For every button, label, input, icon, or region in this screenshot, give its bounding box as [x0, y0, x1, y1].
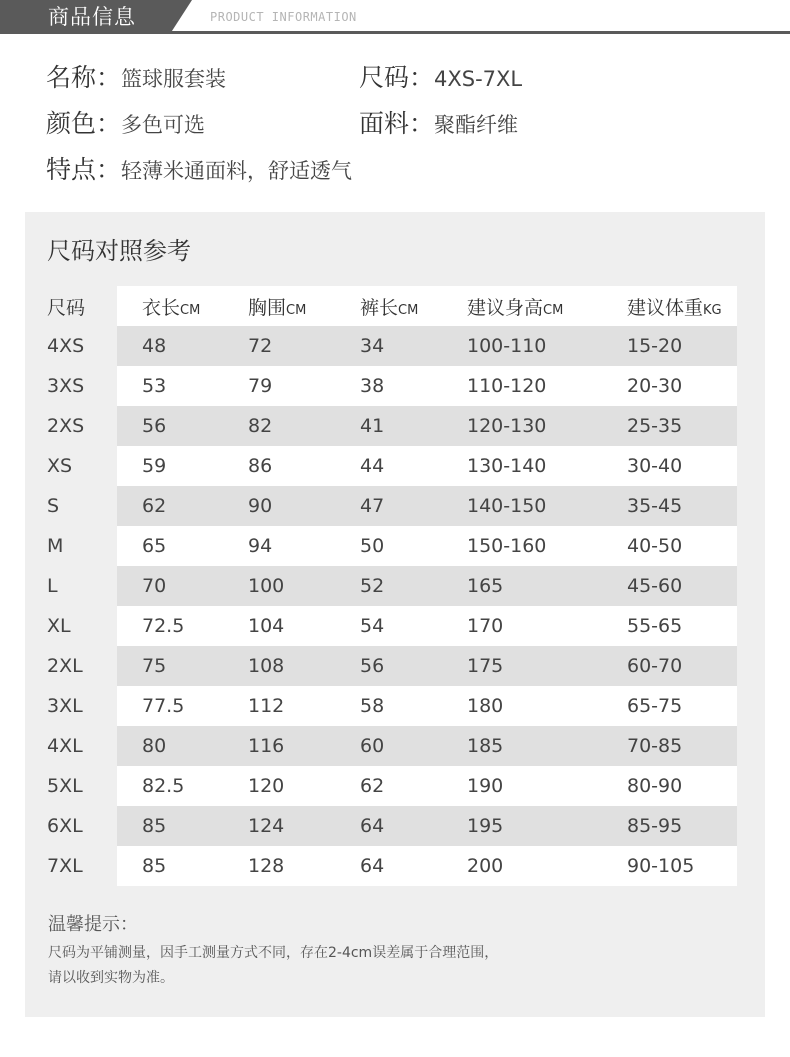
size-label-cell: 5XL [47, 775, 83, 797]
table-cell: 195 [467, 815, 504, 837]
product-size-label: 尺码： [359, 63, 435, 92]
table-cell: 60-70 [627, 655, 683, 677]
product-name-value: 篮球服套装 [121, 67, 227, 91]
table-cell: 180 [467, 695, 504, 717]
tips-line-1: 尺码为平铺测量，因手工测量方式不同，存在2-4cm误差属于合理范围， [48, 945, 499, 961]
table-cell: 60 [360, 735, 385, 757]
column-header-label: 胸围 [248, 297, 287, 319]
table-cell: 110-120 [467, 375, 547, 397]
size-label-cell: 3XS [47, 375, 85, 397]
table-cell: 34 [360, 335, 385, 357]
size-label-cell: 4XS [47, 335, 85, 357]
table-cell: 90-105 [627, 855, 695, 877]
table-row [25, 446, 765, 486]
table-cell: 25-35 [627, 415, 683, 437]
table-cell: 64 [360, 855, 385, 877]
column-header-unit: KG [703, 303, 722, 318]
table-cell: 48 [142, 335, 167, 357]
column-header-size: 尺码 [47, 297, 86, 319]
product-size-value: 4XS-7XL [434, 67, 523, 91]
table-cell: 165 [467, 575, 504, 597]
size-label-cell: S [47, 495, 60, 517]
table-row [25, 646, 765, 686]
table-row [25, 486, 765, 526]
table-cell: 62 [142, 495, 167, 517]
table-cell: 40-50 [627, 535, 683, 557]
column-header-label: 衣长 [142, 297, 181, 319]
table-cell: 108 [248, 655, 285, 677]
column-header-length [142, 293, 200, 326]
table-cell: 77.5 [142, 695, 185, 717]
size-label-cell: L [47, 575, 58, 597]
table-cell: 56 [360, 655, 385, 677]
table-cell: 62 [360, 775, 385, 797]
size-label-cell: 7XL [47, 855, 83, 877]
table-cell: 72.5 [142, 615, 185, 637]
column-header-unit: CM [180, 303, 201, 318]
column-header-height [467, 293, 563, 326]
column-header-unit: CM [398, 303, 419, 318]
table-cell: 175 [467, 655, 504, 677]
table-cell: 56 [142, 415, 167, 437]
product-feature-value: 轻薄米通面料，舒适透气 [121, 159, 353, 183]
table-cell: 124 [248, 815, 285, 837]
size-label-cell: 2XS [47, 415, 85, 437]
size-chart-panel [25, 212, 765, 1017]
product-size-row [359, 61, 522, 96]
column-header-label: 建议身高 [467, 297, 544, 319]
product-feature-label: 特点： [46, 155, 122, 184]
product-fabric-row [359, 107, 518, 142]
table-cell: 185 [467, 735, 504, 757]
column-header-unit: CM [286, 303, 307, 318]
table-cell: 116 [248, 735, 285, 757]
table-row [25, 566, 765, 606]
table-cell: 100-110 [467, 335, 547, 357]
size-chart-title: 尺码对照参考 [47, 237, 191, 265]
table-cell: 128 [248, 855, 285, 877]
column-header-label: 建议体重 [627, 297, 704, 319]
size-label-cell: M [47, 535, 64, 557]
table-cell: 80-90 [627, 775, 683, 797]
table-cell: 15-20 [627, 335, 683, 357]
table-cell: 53 [142, 375, 167, 397]
table-cell: 70 [142, 575, 167, 597]
size-label-cell: XS [47, 455, 73, 477]
table-cell: 79 [248, 375, 273, 397]
table-cell: 120 [248, 775, 285, 797]
section-header [0, 0, 790, 34]
table-cell: 140-150 [467, 495, 547, 517]
size-label-cell: 6XL [47, 815, 83, 837]
table-cell: 65-75 [627, 695, 683, 717]
table-cell: 90 [248, 495, 273, 517]
table-cell: 82.5 [142, 775, 185, 797]
table-cell: 170 [467, 615, 504, 637]
size-label-cell: XL [47, 615, 71, 637]
header-tab-slope [170, 0, 192, 34]
product-fabric-value: 聚酯纤维 [434, 113, 519, 137]
table-cell: 200 [467, 855, 504, 877]
column-header-label: 裤长 [360, 297, 399, 319]
table-row [25, 846, 765, 886]
size-label-cell: 3XL [47, 695, 83, 717]
table-cell: 80 [142, 735, 167, 757]
product-fabric-label: 面料： [359, 109, 435, 138]
table-cell: 41 [360, 415, 385, 437]
column-header-pants-length [360, 293, 418, 326]
table-row [25, 326, 765, 366]
table-cell: 35-45 [627, 495, 683, 517]
table-row [25, 766, 765, 806]
table-cell: 47 [360, 495, 385, 517]
size-label-cell: 4XL [47, 735, 83, 757]
table-cell: 44 [360, 455, 385, 477]
table-cell: 50 [360, 535, 385, 557]
table-cell: 85-95 [627, 815, 683, 837]
table-row [25, 606, 765, 646]
table-row [25, 526, 765, 566]
table-cell: 45-60 [627, 575, 683, 597]
table-row [25, 806, 765, 846]
table-cell: 58 [360, 695, 385, 717]
product-color-row [46, 107, 205, 142]
table-cell: 82 [248, 415, 273, 437]
table-row [25, 406, 765, 446]
table-cell: 150-160 [467, 535, 547, 557]
size-label-cell: 2XL [47, 655, 83, 677]
product-feature-row [46, 153, 352, 188]
product-color-label: 颜色： [46, 109, 122, 138]
tips-title: 温馨提示： [48, 914, 138, 935]
table-cell: 104 [248, 615, 285, 637]
table-cell: 20-30 [627, 375, 683, 397]
table-cell: 120-130 [467, 415, 547, 437]
table-cell: 72 [248, 335, 273, 357]
table-cell: 75 [142, 655, 167, 677]
table-cell: 130-140 [467, 455, 547, 477]
column-header-weight [627, 293, 722, 326]
header-subtitle: PRODUCT INFORMATION [210, 10, 357, 24]
product-color-value: 多色可选 [121, 113, 206, 137]
table-cell: 190 [467, 775, 504, 797]
table-cell: 59 [142, 455, 167, 477]
header-title: 商品信息 [48, 5, 136, 29]
product-name-label: 名称： [46, 63, 122, 92]
table-cell: 55-65 [627, 615, 683, 637]
table-row [25, 686, 765, 726]
table-cell: 100 [248, 575, 285, 597]
table-cell: 30-40 [627, 455, 683, 477]
column-header-unit: CM [543, 303, 564, 318]
table-cell: 54 [360, 615, 385, 637]
table-cell: 85 [142, 815, 167, 837]
table-cell: 86 [248, 455, 273, 477]
table-cell: 52 [360, 575, 385, 597]
table-cell: 85 [142, 855, 167, 877]
table-row [25, 366, 765, 406]
product-name-row [46, 61, 226, 96]
column-header-chest [248, 293, 306, 326]
table-cell: 64 [360, 815, 385, 837]
table-cell: 112 [248, 695, 285, 717]
table-cell: 38 [360, 375, 385, 397]
tips-line-2: 请以收到实物为准。 [48, 970, 174, 986]
table-cell: 65 [142, 535, 167, 557]
table-cell: 94 [248, 535, 273, 557]
table-row [25, 726, 765, 766]
table-cell: 70-85 [627, 735, 683, 757]
